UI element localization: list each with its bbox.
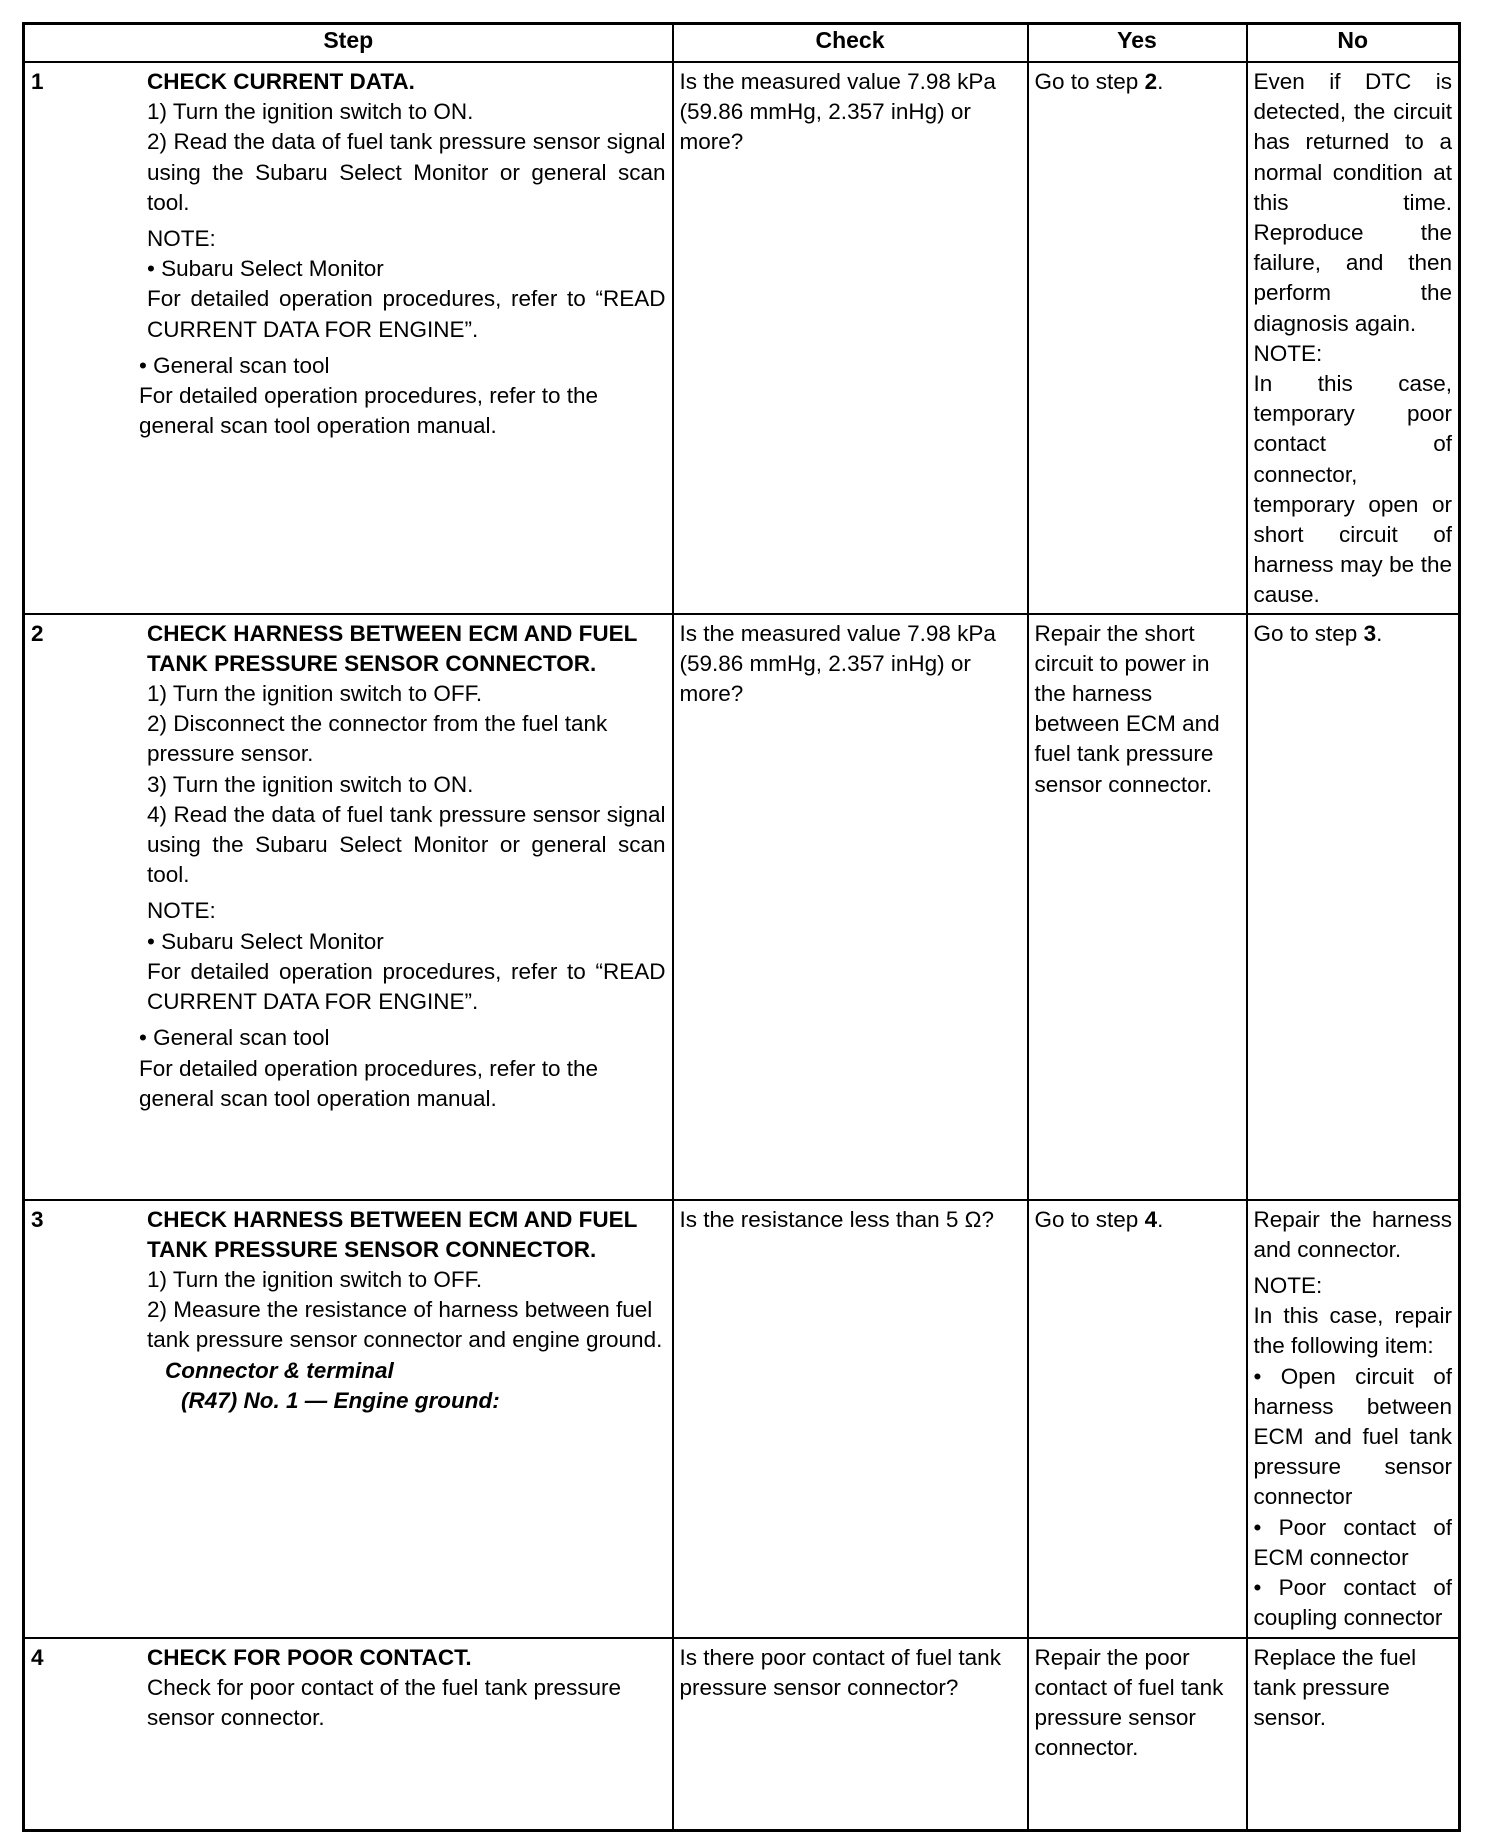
note-bullet: • General scan tool (139, 352, 330, 378)
yes-suffix: . (1157, 69, 1164, 94)
no-cell (1247, 62, 1460, 614)
step-title: CHECK HARNESS BETWEEN ECM AND FUEL TANK PRESSURE SENSOR CONNECTOR. (147, 620, 638, 676)
connector-label: Connector & terminal (165, 1357, 394, 1383)
step-number: 1 (31, 69, 44, 94)
step-instruction: 1) Turn the ignition switch to OFF. (147, 681, 483, 707)
step-instruction: Check for poor contact of the fuel tank pressure sensor connector. (147, 1674, 622, 1731)
step-title: CHECK HARNESS BETWEEN ECM AND FUEL TANK PRESSURE SENSOR CONNECTOR. (147, 1206, 638, 1262)
no-list-item: • Poor contact of coupling connector (1253, 1575, 1452, 1631)
table-row (24, 614, 1460, 1200)
note-bullet: • General scan tool (139, 1025, 330, 1051)
note-label: NOTE: (147, 226, 216, 252)
step-title: CHECK FOR POOR CONTACT. (147, 1644, 472, 1670)
header-row (24, 24, 1460, 63)
no-note-text: In this case, repair the following item: (1253, 1303, 1452, 1359)
yes-cell: Repair the poor contact of fuel tank pressure sensor connector. (1028, 1638, 1247, 1831)
step-instruction: 1) Turn the ignition switch to OFF. (147, 1267, 483, 1293)
note-text: For detailed operation procedures, refer to “READ CURRENT DATA FOR ENGINE”. (147, 286, 666, 342)
step-instruction: 3) Turn the ignition switch to ON. (147, 771, 474, 797)
note-text: For detailed operation procedures, refer to “READ CURRENT DATA FOR ENGINE”. (147, 958, 666, 1015)
yes-cell (1028, 62, 1247, 614)
no-note-label: NOTE: (1253, 340, 1323, 366)
step-instruction: 2) Read the data of fuel tank pressure sensor signal using the Subaru Select Monitor or general scan tool. (147, 129, 666, 215)
step-instruction: 2) Disconnect the connector from the fuel tank pressure sensor. (147, 711, 608, 767)
yes-text: Go to step (1034, 1206, 1145, 1232)
no-note-text: In this case, temporary poor contact of connector, temporary open or short circuit of harness may be the cause. (1253, 371, 1452, 608)
no-text: Go to step (1253, 620, 1364, 646)
step-instruction: 1) Turn the ignition switch to ON. (147, 99, 474, 125)
step-number: 4 (31, 1644, 44, 1670)
diagnostic-table (22, 22, 1461, 1832)
note-label: NOTE: (147, 898, 216, 924)
yes-cell (1028, 1200, 1247, 1638)
step-reference: 2 (1144, 69, 1158, 94)
step-instruction: 4) Read the data of fuel tank pressure sensor signal using the Subaru Select Monitor or general scan tool. (147, 801, 666, 888)
table-row (24, 1200, 1460, 1638)
yes-suffix: . (1157, 1206, 1164, 1232)
note-bullet: • Subaru Select Monitor (147, 928, 384, 954)
step-reference: 3 (1363, 620, 1377, 646)
note-text: For detailed operation procedures, refer to the general scan tool operation manual. (139, 1055, 599, 1111)
no-cell (1247, 614, 1460, 1200)
step-instruction: 2) Measure the resistance of harness between fuel tank pressure sensor connector and engine ground. (147, 1297, 663, 1353)
step-cell (24, 62, 673, 614)
step-cell (24, 614, 673, 1200)
step-number: 2 (31, 620, 44, 646)
no-cell (1247, 1200, 1460, 1638)
no-suffix: . (1376, 620, 1383, 646)
no-cell: Replace the fuel tank pressure sensor. (1247, 1638, 1460, 1831)
no-text: Repair the harness and connector. (1253, 1206, 1452, 1262)
yes-cell: Repair the short circuit to power in the harness between ECM and fuel tank pressure sensor connector. (1028, 614, 1247, 1200)
check-cell: Is the measured value 7.98 kPa (59.86 mmHg, 2.357 inHg) or more? (673, 614, 1028, 1200)
table-row (24, 62, 1460, 614)
step-reference: 4 (1144, 1206, 1158, 1232)
note-text: For detailed operation procedures, refer to the general scan tool operation manual. (139, 383, 599, 439)
header-yes: Yes (1028, 24, 1247, 63)
check-cell: Is the measured value 7.98 kPa (59.86 mmHg, 2.357 inHg) or more? (673, 62, 1028, 614)
step-cell (24, 1200, 673, 1638)
step-title: CHECK CURRENT DATA. (147, 69, 415, 94)
check-cell: Is there poor contact of fuel tank pressure sensor connector? (673, 1638, 1028, 1831)
no-list-item: • Poor contact of ECM connector (1253, 1514, 1452, 1570)
step-cell (24, 1638, 673, 1831)
no-note-label: NOTE: (1253, 1273, 1323, 1299)
step-number: 3 (31, 1206, 44, 1232)
header-no: No (1247, 24, 1460, 63)
yes-text: Go to step (1034, 69, 1145, 94)
check-cell: Is the resistance less than 5 Ω? (673, 1200, 1028, 1638)
header-step: Step (24, 24, 673, 63)
no-list-item: • Open circuit of harness between ECM and fuel tank pressure sensor connector (1253, 1363, 1452, 1510)
note-bullet: • Subaru Select Monitor (147, 256, 384, 282)
header-check: Check (673, 24, 1028, 63)
table-row (24, 1638, 1460, 1831)
no-text: Even if DTC is detected, the circuit has returned to a normal condition at this time. Reproduce the failure, and then perform the diagnosis again. (1253, 69, 1452, 336)
connector-value: (R47) No. 1 — Engine ground: (181, 1387, 500, 1413)
